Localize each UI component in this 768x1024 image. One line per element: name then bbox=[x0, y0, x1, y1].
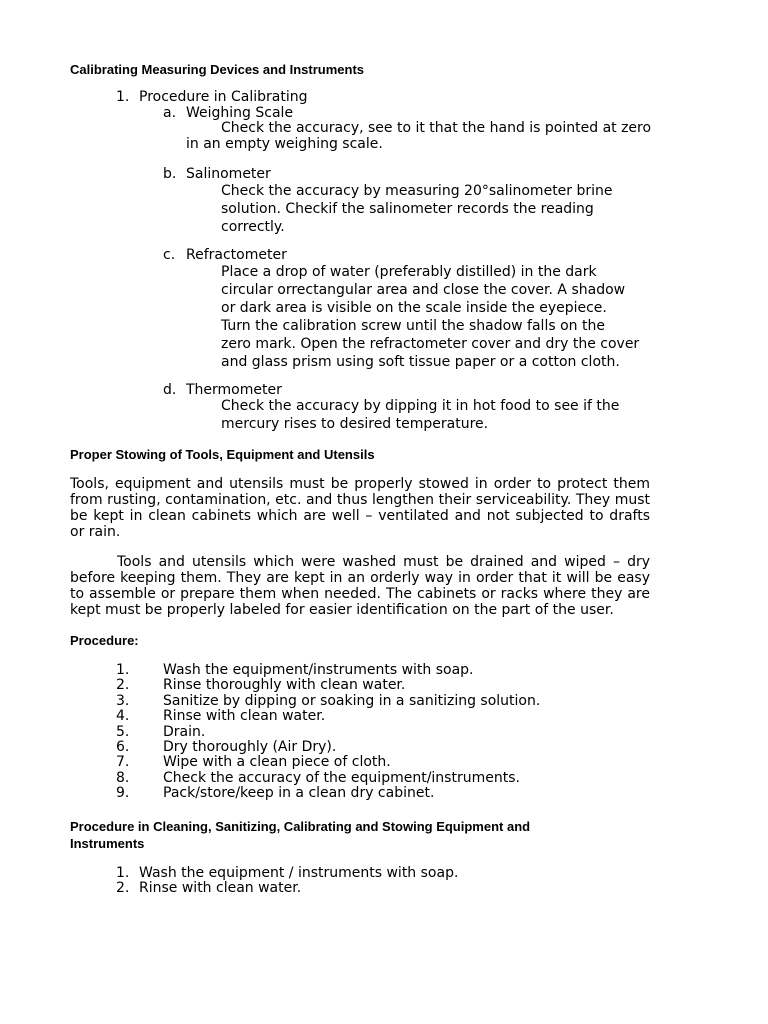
list-item bbox=[116, 663, 540, 678]
list-number: 3. bbox=[116, 692, 130, 709]
list-number: 1. bbox=[116, 865, 130, 881]
text-line: Turn the calibration screw until the shadow falls on the bbox=[221, 318, 605, 334]
sublist-item-refractometer bbox=[163, 247, 287, 263]
text-line: correctly. bbox=[221, 219, 285, 235]
sublist-letter: a. bbox=[163, 105, 177, 121]
list-number: 9. bbox=[116, 785, 130, 802]
list-item-text: Dry thoroughly (Air Dry). bbox=[163, 738, 337, 755]
stowing-paragraph-2: Tools and utensils which were washed must be drained and wiped – dry before keeping them. They are kept in an orderly way in order that it will be easy to assemble or prepare them when needed. The cabinets or racks where they are kept must be properly labeled for easier identification on the part of the user. bbox=[70, 554, 650, 618]
list-item-text: Rinse with clean water. bbox=[139, 880, 302, 896]
list-item bbox=[116, 709, 540, 724]
sublist-title: Salinometer bbox=[186, 166, 271, 182]
section-heading-calibrating: Calibrating Measuring Devices and Instruments bbox=[70, 62, 365, 77]
text-line: circular orrectangular area and close the cover. A shadow bbox=[221, 282, 626, 298]
sublist-title: Refractometer bbox=[186, 247, 287, 263]
list-item-text: Wash the equipment / instruments with soap. bbox=[139, 865, 459, 881]
list-item-text: Check the accuracy of the equipment/instruments. bbox=[163, 769, 520, 786]
text-line: or dark area is visible on the scale inside the eyepiece. bbox=[221, 300, 607, 316]
list-item bbox=[116, 880, 301, 896]
list-item-label: Procedure in Calibrating bbox=[139, 89, 308, 105]
list-item bbox=[116, 694, 540, 709]
list-number: 1. bbox=[116, 662, 130, 678]
list-item-text: Wash the equipment/instruments with soap. bbox=[163, 662, 474, 678]
list-item bbox=[116, 740, 540, 755]
sublist-letter: d. bbox=[163, 382, 177, 398]
list-item-text: Sanitize by dipping or soaking in a sanitizing solution. bbox=[163, 692, 541, 709]
list-number: 2. bbox=[116, 677, 130, 694]
list-number: 7. bbox=[116, 754, 130, 771]
list-number: 8. bbox=[116, 769, 130, 786]
list-number: 5. bbox=[116, 723, 130, 740]
list-item-text: Rinse with clean water. bbox=[163, 708, 326, 725]
section-heading-stowing: Proper Stowing of Tools, Equipment and Utensils bbox=[70, 447, 375, 462]
section-heading-cleaning-procedure bbox=[70, 818, 530, 852]
list-item bbox=[116, 678, 540, 693]
list-item bbox=[116, 786, 540, 801]
heading-line: Procedure in Cleaning, Sanitizing, Calibrating and Stowing Equipment and bbox=[70, 819, 531, 834]
list-item bbox=[116, 755, 540, 770]
text-line: solution. Checkif the salinometer records the reading bbox=[221, 201, 594, 217]
procedure-steps-list bbox=[116, 663, 540, 802]
sublist-item-salinometer bbox=[163, 166, 271, 182]
text-line: Place a drop of water (preferably distilled) in the dark bbox=[221, 264, 597, 280]
text-line: zero mark. Open the refractometer cover and dry the cover bbox=[221, 336, 640, 352]
sublist-item-weighing-scale bbox=[163, 105, 293, 121]
sublist-item-thermometer bbox=[163, 382, 282, 398]
list-item-text: Rinse thoroughly with clean water. bbox=[163, 677, 406, 694]
list-number: 6. bbox=[116, 738, 130, 755]
sublist-title: Weighing Scale bbox=[186, 105, 294, 121]
sublist-title: Thermometer bbox=[186, 382, 282, 398]
thermometer-text bbox=[221, 397, 619, 433]
text-line: and glass prism using soft tissue paper or a cotton cloth. bbox=[221, 354, 620, 370]
text-line: mercury rises to desired temperature. bbox=[221, 416, 489, 432]
weighing-scale-text-line-1: Check the accuracy, see to it that the hand is pointed at zero bbox=[221, 120, 652, 136]
refractometer-text bbox=[221, 263, 639, 371]
list-item-text: Drain. bbox=[163, 723, 206, 740]
sublist-letter: b. bbox=[163, 166, 177, 182]
text-line: Check the accuracy by dipping it in hot food to see if the bbox=[221, 398, 620, 414]
text-line: Check the accuracy by measuring 20°salinometer brine bbox=[221, 183, 613, 199]
section-heading-procedure: Procedure: bbox=[70, 633, 139, 648]
list-number: 1. bbox=[116, 89, 130, 105]
list-item bbox=[116, 865, 458, 881]
list-item bbox=[116, 771, 540, 786]
salinometer-text bbox=[221, 182, 613, 236]
heading-line: Instruments bbox=[70, 836, 145, 851]
stowing-paragraph-1: Tools, equipment and utensils must be properly stowed in order to protect them from rusting, contamination, etc. and thus lengthen their serviceability. They must be kept in clean cabinets which are well – ventilated and not subjected to drafts or rain. bbox=[70, 476, 650, 540]
list-item bbox=[116, 725, 540, 740]
list-item-procedure-in-calibrating bbox=[116, 89, 308, 105]
list-number: 2. bbox=[116, 880, 130, 896]
weighing-scale-text-line-2: in an empty weighing scale. bbox=[186, 136, 383, 152]
sublist-letter: c. bbox=[163, 247, 176, 263]
list-number: 4. bbox=[116, 708, 130, 725]
list-item-text: Pack/store/keep in a clean dry cabinet. bbox=[163, 785, 435, 802]
list-item-text: Wipe with a clean piece of cloth. bbox=[163, 754, 391, 771]
